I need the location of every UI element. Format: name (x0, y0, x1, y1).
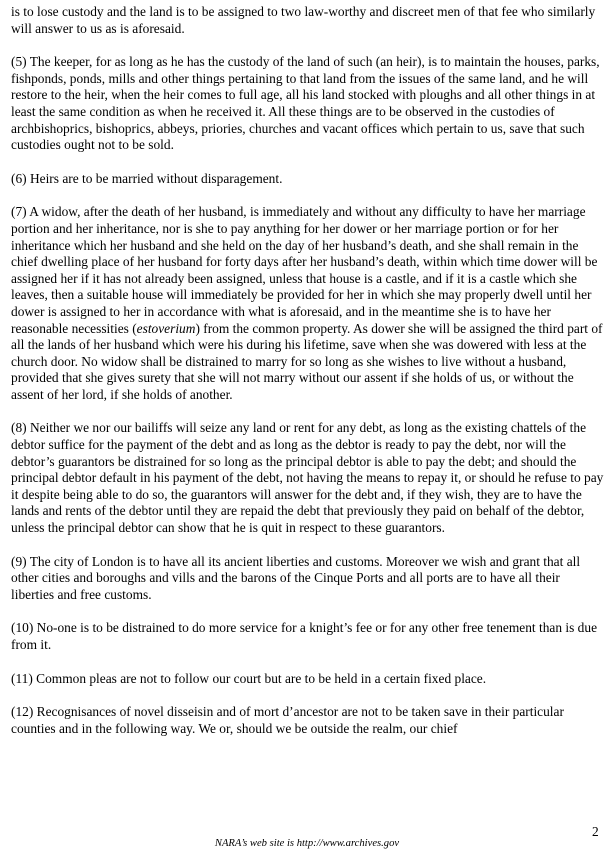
page-number: 2 (592, 824, 599, 839)
paragraph-clause-8: (8) Neither we nor our bailiffs will seize any land or rent for any debt, as long as the existing chattels of the debtor suffice for the payment of the debt and as long as the debtor is ready to pay the debt, nor will the debtor’s guarantors be distrained for so long as the principal debtor is able to pay the debt; and should the principal debtor default in his payment of the debt, not having the means to repay it, or should he refuse to pay it despite being able to do so, the guarantors will answer for the debt and, if they wish, they are to have the lands and rents of the debtor until they are repaid the debt that previously they paid on behalf of the debtor, unless the principal debtor can show that he is quit in respect to these guarantors. (11, 420, 604, 536)
paragraph-clause-12: (12) Recognisances of novel disseisin and of mort d’ancestor are not to be taken save in their particular counties and in the following way. We or, should we be outside the realm, our chief (11, 704, 564, 736)
paragraph-clause-9: (9) The city of London is to have all its ancient liberties and customs. Moreover we wish and grant that all other cities and boroughs and vills and the barons of the Cinque Ports and all ports are to have all their liberties and free customs. (11, 553, 581, 602)
paragraph-clause-5: (5) The keeper, for as long as he has the custody of the land of such (an heir), is to maintain the houses, parks, fishponds, ponds, mills and other things pertaining to that land from the issues of the same land, and he will restore to the heir, when the heir comes to full age, all his land stocked with ploughs and all other things in at least the same condition as when he received it. All these things are to be observed in the custodies of archbishoprics, bishoprics, abbeys, priories, churches and vacant offices which pertain to us, save that such custodies ought not to be sold. (11, 54, 600, 153)
paragraph-continuation: is to lose custody and the land is to be assigned to two law-worthy and discreet men of that fee who similarly will answer to us as is aforesaid. (11, 4, 596, 36)
italic-term: estoverium (136, 320, 196, 336)
paragraph-clause-11: (11) Common pleas are not to follow our court but are to be held in a certain fixed place. (11, 670, 487, 686)
paragraph-clause-7: (7) A widow, after the death of her husband, is immediately and without any difficulty to have her marriage portion and her inheritance, nor is she to pay anything for her dower or her marriage portion or for her inheritance which her husband and she held on the day of her husband’s death, and she shall remain in the chief dwelling place of her husband for forty days after her husband’s death, within which time dower will be assigned her if it has not already been assigned, unless that house is a castle, and if it is a castle which she leaves, then a suitable house will immediately be provided for her in which she may properly dwell until her dower is assigned to her in accordance with what is aforesaid, and in the meantime she is to have her reasonable necessities (estoverium) from the common property. As dower she will be assigned the third part of all the lands of her husband which were his during his lifetime, save when she was dowered with less at the church door. No widow shall be distrained to marry for so long as she wishes to live without a husband, provided that she gives surety that she will not marry without our assent if she holds of us, or without the assent of her lord, if she holds of another. (11, 204, 603, 402)
document-body (11, 4, 605, 754)
paragraph-clause-10: (10) No-one is to be distrained to do more service for a knight’s fee or for any other free tenement than is due from it. (11, 620, 598, 652)
paragraph-clause-6: (6) Heirs are to be married without disparagement. (11, 170, 283, 186)
page-footer: NARA’s web site is http://www.archives.gov (214, 838, 400, 849)
